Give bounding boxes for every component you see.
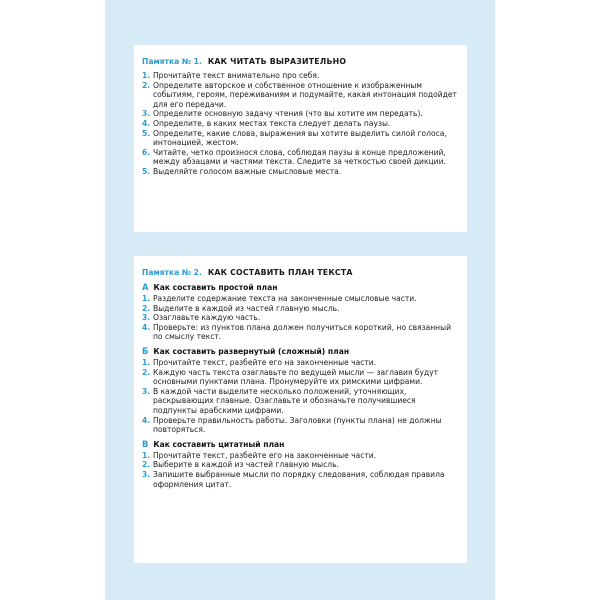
- item-text: В каждой части выделите несколько положений, уточняющих, раскрывающих главные. Озаглавьте и обозначьте получившиеся подпункты арабскими цифрами.: [153, 386, 416, 415]
- item-text: Читайте, четко произнося слова, соблюдая паузы в конце предложений, между абзацами и частями текста. Следите за четкостью своей дикции.: [153, 147, 446, 167]
- item-number: 3.: [142, 469, 151, 479]
- memo-list: [142, 71, 457, 177]
- list-item: [142, 460, 457, 470]
- list-item: [142, 81, 457, 110]
- list-item: [142, 129, 457, 148]
- list-item: [142, 387, 457, 416]
- item-number: 4.: [142, 415, 151, 425]
- list-item: [142, 323, 457, 342]
- item-text: Определите авторское и собственное отношение к изображенным событиям, героям, переживаниям и подумайте, какая интонация подойдет для его передачи.: [153, 80, 457, 109]
- item-text: Определите, какие слова, выражения вы хотите выделить силой голоса, интонацией, жестом.: [153, 128, 447, 148]
- item-number: 2.: [142, 460, 151, 470]
- list-item: [142, 294, 457, 304]
- item-text: Выделите в каждой из частей главную мысль.: [153, 303, 340, 313]
- list-item: [142, 470, 457, 489]
- section-title: Как составить развернутый (сложный) план: [153, 346, 350, 356]
- list-item: [142, 71, 457, 81]
- item-text: Прочитайте текст внимательно про себя.: [153, 71, 320, 80]
- section-list: [142, 294, 457, 342]
- item-number: 1.: [142, 294, 151, 303]
- section-list: [142, 451, 457, 489]
- item-text: Разделите содержание текста на законченные смысловые части.: [153, 294, 417, 303]
- list-item: [142, 416, 457, 435]
- section-letter: В: [142, 438, 149, 449]
- item-text: Запишите выбранные мысли по порядку следования, соблюдая правила оформления цитат.: [153, 469, 445, 489]
- item-number: 2.: [142, 303, 151, 313]
- item-number: 4.: [142, 118, 151, 128]
- item-number: 3.: [142, 109, 151, 119]
- list-item: [142, 119, 457, 129]
- memo-card-reading: [134, 45, 467, 232]
- list-item: [142, 148, 457, 167]
- memo-number: Памятка № 2.: [142, 268, 202, 277]
- item-number: 1.: [142, 71, 151, 80]
- item-text: Выберите в каждой из частей главную мысль.: [153, 460, 339, 470]
- item-number: 1.: [142, 450, 151, 460]
- item-number: 5.: [142, 166, 151, 176]
- item-number: 3.: [142, 313, 151, 323]
- item-text: Прочитайте текст, разбейте его на законченные части.: [153, 357, 377, 367]
- list-item: [142, 368, 457, 387]
- section-letter: Б: [142, 345, 149, 356]
- section-heading: [142, 346, 457, 356]
- memo-title: КАК СОСТАВИТЬ ПЛАН ТЕКСТА: [207, 268, 353, 277]
- item-text: Каждую часть текста озаглавьте по ведущей мысли — заглавия будут основными пунктами плана. Пронумеруйте их римскими цифрами.: [153, 367, 439, 387]
- item-number: 5.: [142, 128, 151, 138]
- list-item: [142, 304, 457, 314]
- list-item: [142, 358, 457, 368]
- item-number: 6.: [142, 147, 151, 157]
- item-text: Проверьте правильность работы. Заголовки (пункты плана) не должны повторяться.: [153, 415, 442, 435]
- item-number: 4.: [142, 322, 151, 332]
- list-item: [142, 167, 457, 177]
- item-text: Определите, в каких местах текста следует делать паузы.: [153, 118, 391, 128]
- section-list: [142, 358, 457, 435]
- section-title: Как составить простой план: [153, 283, 278, 292]
- item-text: Определите основную задачу чтения (что вы хотите им передать).: [153, 109, 423, 119]
- memo-heading: [142, 268, 457, 277]
- item-number: 1.: [142, 357, 151, 367]
- section-title: Как составить цитатный план: [153, 439, 285, 449]
- item-number: 3.: [142, 386, 151, 396]
- memo-number: Памятка № 1.: [142, 57, 202, 66]
- item-number: 2.: [142, 80, 151, 90]
- item-text: Проверьте: из пунктов плана должен получиться короткий, но связанный по смыслу текст.: [153, 322, 451, 342]
- item-text: Выделяйте голосом важные смысловые места.: [153, 166, 342, 176]
- item-text: Прочитайте текст, разбейте его на законченные части.: [153, 450, 377, 460]
- memo-title: КАК ЧИТАТЬ ВЫРАЗИТЕЛЬНО: [207, 57, 347, 66]
- list-item: [142, 451, 457, 461]
- list-item: [142, 313, 457, 323]
- section-heading: [142, 439, 457, 449]
- memo-heading: [142, 57, 457, 66]
- item-number: 2.: [142, 367, 151, 377]
- list-item: [142, 109, 457, 119]
- section-letter: А: [142, 282, 149, 292]
- section-heading: [142, 282, 457, 292]
- item-text: Озаглавьте каждую часть.: [153, 313, 261, 323]
- memo-card-plan: [134, 256, 467, 563]
